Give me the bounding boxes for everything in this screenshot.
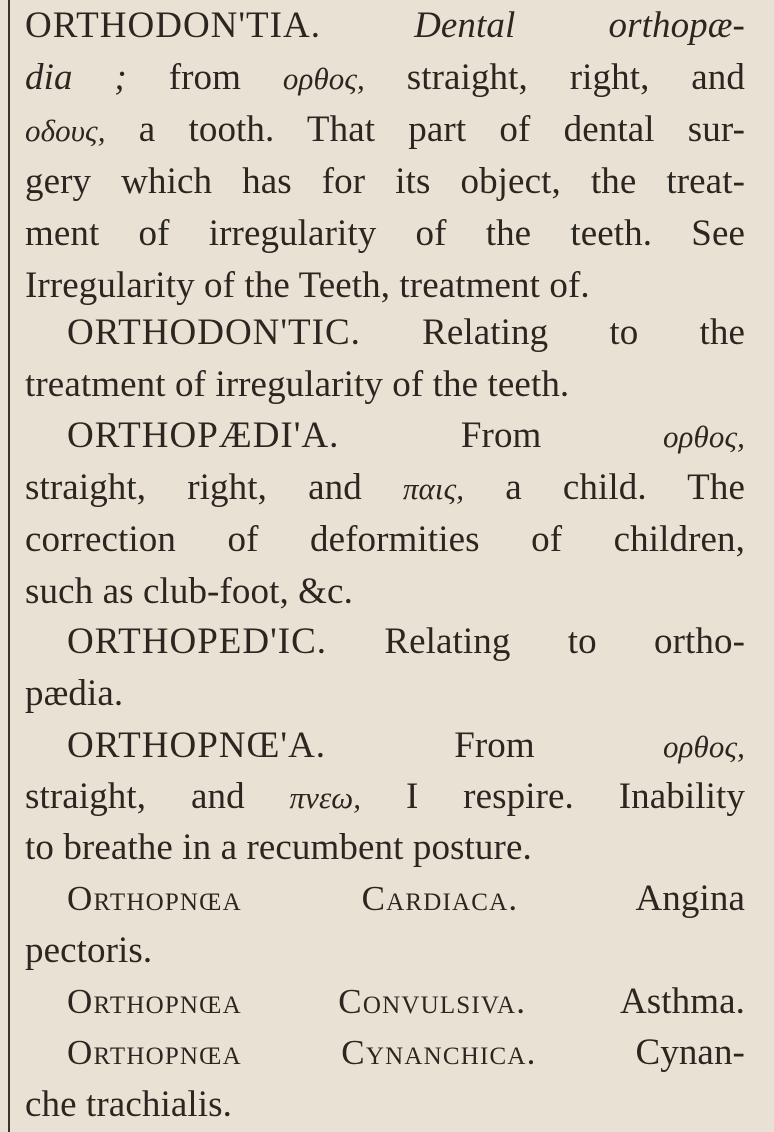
entry-line bbox=[25, 925, 745, 977]
entry-text: a child. The bbox=[505, 467, 745, 508]
entry-text: Relating to ortho- bbox=[384, 621, 745, 662]
entry-line bbox=[25, 260, 745, 312]
entry-text: gery which has for its object, the treat- bbox=[25, 161, 745, 202]
entry-text: straight, right, and bbox=[406, 57, 745, 98]
entry-line bbox=[25, 822, 745, 874]
greek-word: οδους, bbox=[25, 113, 106, 148]
sub-headword: Orthopnœa Cardiaca. bbox=[67, 879, 519, 918]
headword: ORTHOPNŒ'A. bbox=[67, 725, 327, 766]
entry-text: Irregularity of the Teeth, treatment of. bbox=[25, 265, 590, 306]
entry-text: Asthma. bbox=[619, 981, 745, 1022]
italic-gloss: Dental orthopæ- bbox=[414, 5, 745, 46]
headword: ORTHODON'TIC. bbox=[67, 312, 361, 353]
entry-text: such as club-foot, &c. bbox=[25, 571, 353, 612]
entry-line bbox=[25, 0, 745, 52]
entry-text: treatment of irregularity of the teeth. bbox=[25, 364, 570, 405]
entry-text: to breathe in a recumbent posture. bbox=[25, 827, 532, 868]
entry-line bbox=[25, 52, 745, 104]
entry-text: pædia. bbox=[25, 673, 124, 714]
entry-text: Relating to the bbox=[422, 312, 745, 353]
greek-word: ορθος, bbox=[662, 419, 745, 454]
entry-line bbox=[25, 156, 745, 208]
italic-gloss: dia ; bbox=[25, 57, 127, 98]
entry-text: correction of deformities of children, bbox=[25, 519, 745, 560]
entry-line bbox=[25, 873, 745, 925]
sub-headword: Orthopnœa Cynanchica. bbox=[67, 1033, 537, 1072]
entry-text: Angina bbox=[635, 878, 746, 919]
entry-text: from bbox=[168, 57, 242, 98]
entry-line bbox=[25, 566, 745, 618]
entry-text: From bbox=[454, 725, 535, 766]
entry-text: pectoris. bbox=[25, 930, 153, 971]
entry-text: Cynan- bbox=[635, 1032, 745, 1073]
entry-text: straight, right, and bbox=[25, 467, 362, 508]
entry-line bbox=[25, 514, 745, 566]
dictionary-page bbox=[25, 0, 745, 1132]
entry-line bbox=[25, 104, 745, 156]
entry-line bbox=[25, 616, 745, 668]
entry-line bbox=[25, 307, 745, 359]
headword: ORTHOPED'IC. bbox=[67, 621, 328, 662]
entry-line bbox=[25, 1027, 745, 1079]
entry-text: I respire. Inability bbox=[405, 776, 745, 817]
entry-line bbox=[25, 208, 745, 260]
entry-line bbox=[25, 359, 745, 411]
entry-text: che trachialis. bbox=[25, 1084, 232, 1125]
headword: ORTHODON'TIA. bbox=[25, 5, 321, 46]
greek-word: ορθος, bbox=[662, 729, 745, 764]
entry-line bbox=[25, 1079, 745, 1131]
entry-line bbox=[25, 462, 745, 514]
sub-headword: Orthopnœa Convulsiva. bbox=[67, 982, 527, 1021]
headword: ORTHOPÆDI'A. bbox=[67, 415, 340, 456]
greek-word: ορθος, bbox=[282, 61, 365, 96]
entry-text: a tooth. That part of dental sur- bbox=[138, 109, 745, 150]
entry-text: ment of irregularity of the teeth. See bbox=[25, 213, 745, 254]
greek-word: παις, bbox=[402, 471, 465, 506]
entry-line bbox=[25, 771, 745, 823]
entry-line bbox=[25, 976, 745, 1028]
entry-text: From bbox=[460, 415, 542, 456]
entry-line bbox=[25, 720, 745, 772]
entry-text: straight, and bbox=[25, 776, 245, 817]
greek-word: πνεω, bbox=[289, 780, 362, 815]
column-rule bbox=[8, 0, 10, 1132]
entry-line bbox=[25, 668, 745, 720]
entry-line bbox=[25, 410, 745, 462]
